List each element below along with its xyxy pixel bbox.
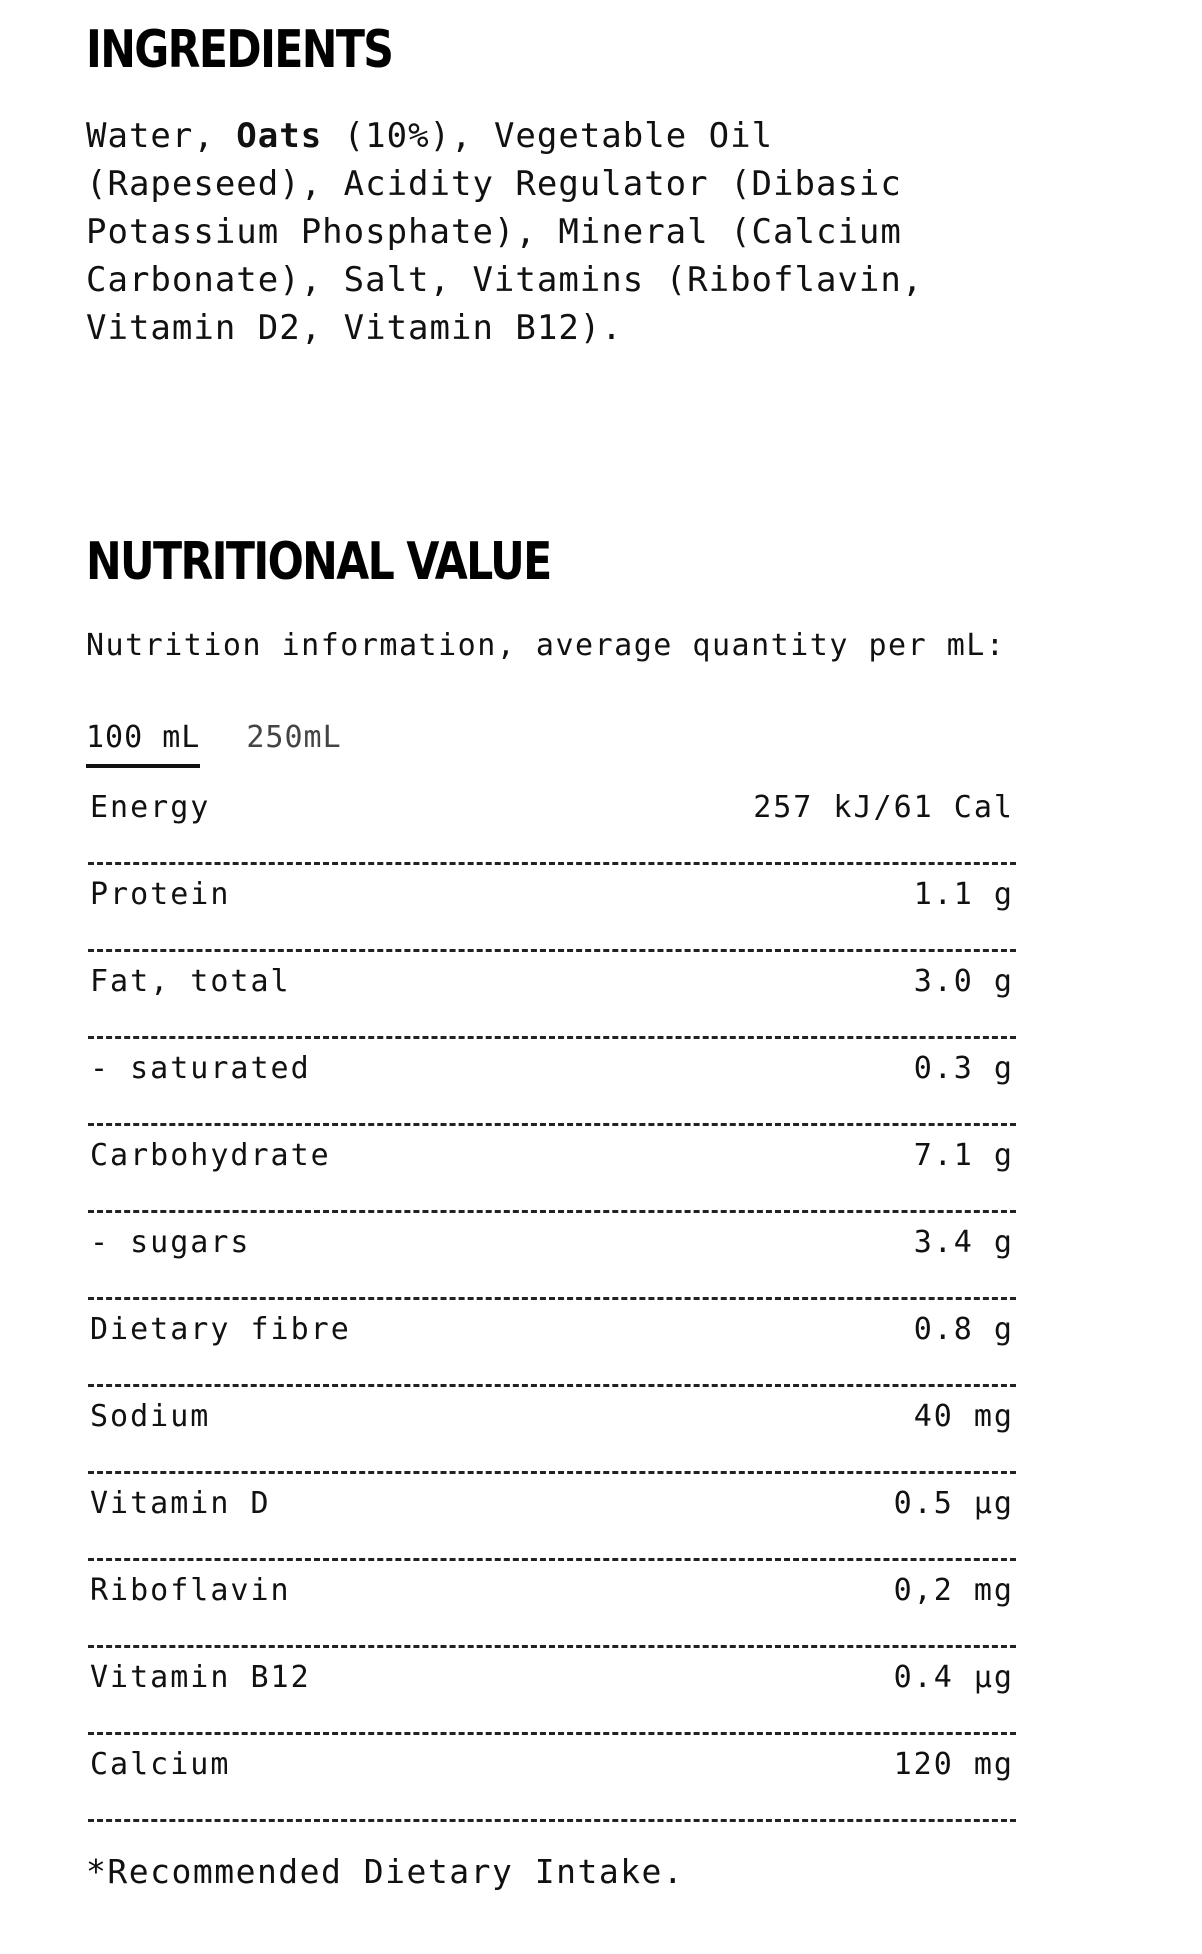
ingredients-title: INGREDIENTS: [86, 20, 393, 80]
ingredients-text-before: Water,: [86, 116, 237, 156]
tab-100ml[interactable]: 100 mL: [86, 718, 200, 768]
row-label: Dietary fibre: [90, 1312, 351, 1347]
serving-size-tabs: [86, 718, 342, 768]
table-row: [88, 1648, 1016, 1735]
row-label: Carbohydrate: [90, 1138, 331, 1173]
row-label: Vitamin B12: [90, 1660, 311, 1695]
row-value: 7.1 g: [913, 1138, 1014, 1173]
row-label: - sugars: [90, 1225, 251, 1260]
table-row: [88, 1561, 1016, 1648]
row-value: 120 mg: [893, 1747, 1014, 1782]
ingredients-text: [86, 112, 986, 352]
row-value: 257 kJ/61 Cal: [753, 790, 1014, 825]
table-row: [88, 865, 1016, 952]
table-row: [88, 778, 1016, 865]
table-row: [88, 1213, 1016, 1300]
footnote: *Recommended Dietary Intake.: [86, 1852, 685, 1891]
row-label: Calcium: [90, 1747, 231, 1782]
table-row: [88, 1039, 1016, 1126]
row-label: Sodium: [90, 1399, 211, 1434]
nutrition-intro: Nutrition information, average quantity per mL:: [86, 628, 1006, 663]
row-value: 0.3 g: [913, 1051, 1014, 1086]
row-label: Fat, total: [90, 964, 291, 999]
table-row: [88, 1474, 1016, 1561]
row-value: 3.0 g: [913, 964, 1014, 999]
row-value: 3.4 g: [913, 1225, 1014, 1260]
table-row: [88, 1735, 1016, 1822]
table-row: [88, 1387, 1016, 1474]
ingredients-text-after: (10%), Vegetable Oil (Rapeseed), Acidity Regulator (Dibasic Potassium Phosphate), Mineral (Calcium Carbonate), Salt, Vitamins (Riboflavin, Vitamin D2, Vitamin B12).: [86, 116, 924, 348]
row-value: 40 mg: [913, 1399, 1014, 1434]
row-value: 0.5 µg: [893, 1486, 1014, 1521]
row-value: 0.8 g: [913, 1312, 1014, 1347]
row-label: Vitamin D: [90, 1486, 271, 1521]
row-value: 0.4 µg: [893, 1660, 1014, 1695]
row-label: Protein: [90, 877, 231, 912]
row-label: - saturated: [90, 1051, 311, 1086]
nutrition-table: [88, 778, 1016, 1822]
row-label: Riboflavin: [90, 1573, 291, 1608]
row-value: 1.1 g: [913, 877, 1014, 912]
table-row: [88, 1300, 1016, 1387]
tab-250ml[interactable]: 250mL: [246, 720, 342, 755]
table-row: [88, 1126, 1016, 1213]
nutrition-title: NUTRITIONAL VALUE: [86, 532, 551, 592]
row-value: 0,2 mg: [893, 1573, 1014, 1608]
row-label: Energy: [90, 790, 211, 825]
table-row: [88, 952, 1016, 1039]
ingredients-oats-bold: Oats: [236, 116, 323, 156]
